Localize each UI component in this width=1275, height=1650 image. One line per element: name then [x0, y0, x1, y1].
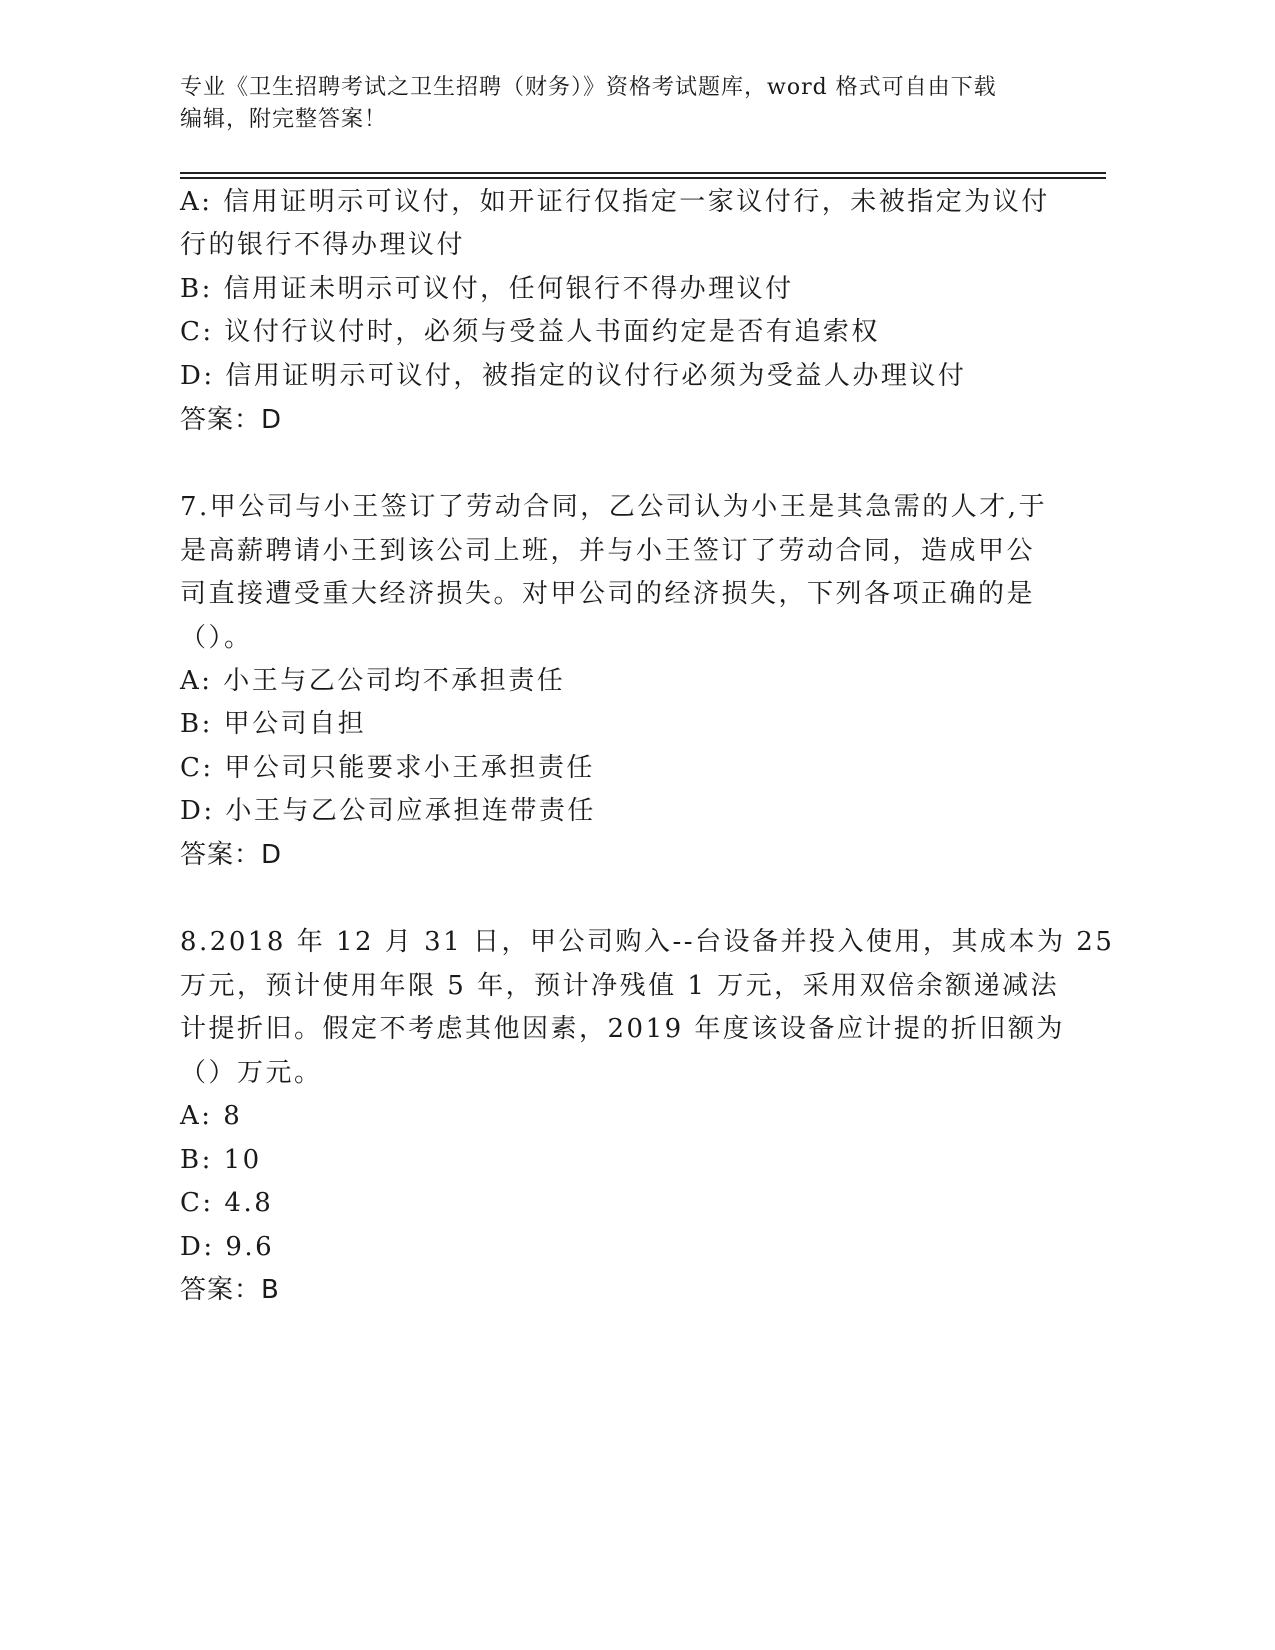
q7-stem-line-3: 司直接遭受重大经济损失。对甲公司的经济损失，下列各项正确的是 [180, 579, 1036, 609]
q8-stem-line-4: （）万元。 [180, 1058, 323, 1088]
q7-option-b: B: 甲公司自担 [180, 709, 367, 739]
q7-stem-line-1: 7.甲公司与小王签订了劳动合同，乙公司认为小王是其急需的人才,于 [180, 492, 1048, 522]
q6-option-a-line-1: A: 信用证明示可议付，如开证行仅指定一家议付行，未被指定为议付 [180, 187, 1050, 217]
q6-option-c: C: 议付行议付时，必须与受益人书面约定是否有追索权 [180, 317, 880, 347]
q8-stem-line-1: 8.2018 年 12 月 31 日，甲公司购入--台设备并投入使用，其成本为 25 [180, 927, 1115, 957]
q6-answer: 答案：D [180, 405, 283, 435]
q6-option-d: D: 信用证明示可议付，被指定的议付行必须为受益人办理议付 [180, 361, 967, 391]
q6-option-b: B: 信用证未明示可议付，任何银行不得办理议付 [180, 274, 794, 304]
q7-option-a: A: 小王与乙公司均不承担责任 [180, 666, 566, 696]
q8-answer: 答案：B [180, 1275, 280, 1305]
q8-stem-line-3: 计提折旧。假定不考虑其他因素，2019 年度该设备应计提的折旧额为 [180, 1014, 1065, 1044]
header-divider-top [180, 172, 1106, 174]
header-divider-bottom [180, 177, 1106, 179]
q8-option-a: A: 8 [180, 1101, 243, 1131]
q7-stem-line-2: 是高薪聘请小王到该公司上班，并与小王签订了劳动合同，造成甲公 [180, 536, 1036, 566]
q7-option-d: D: 小王与乙公司应承担连带责任 [180, 796, 596, 826]
q7-answer: 答案：D [180, 840, 283, 870]
document-header [180, 72, 1060, 136]
header-line-1: 专业《卫生招聘考试之卫生招聘（财务）》资格考试题库，word 格式可自由下载 [180, 75, 997, 100]
q7-option-c: C: 甲公司只能要求小王承担责任 [180, 753, 595, 783]
q7-stem-line-4: （）。 [180, 623, 253, 653]
q8-stem-line-2: 万元，预计使用年限 5 年，预计净残值 1 万元，采用双倍余额递减法 [180, 971, 1060, 1001]
q6-option-a-line-2: 行的银行不得办理议付 [180, 230, 466, 260]
q8-option-d: D: 9.6 [180, 1232, 275, 1262]
q8-option-b: B: 10 [180, 1145, 262, 1175]
q8-option-c: C: 4.8 [180, 1188, 274, 1218]
header-line-2: 编辑，附完整答案！ [180, 107, 388, 132]
